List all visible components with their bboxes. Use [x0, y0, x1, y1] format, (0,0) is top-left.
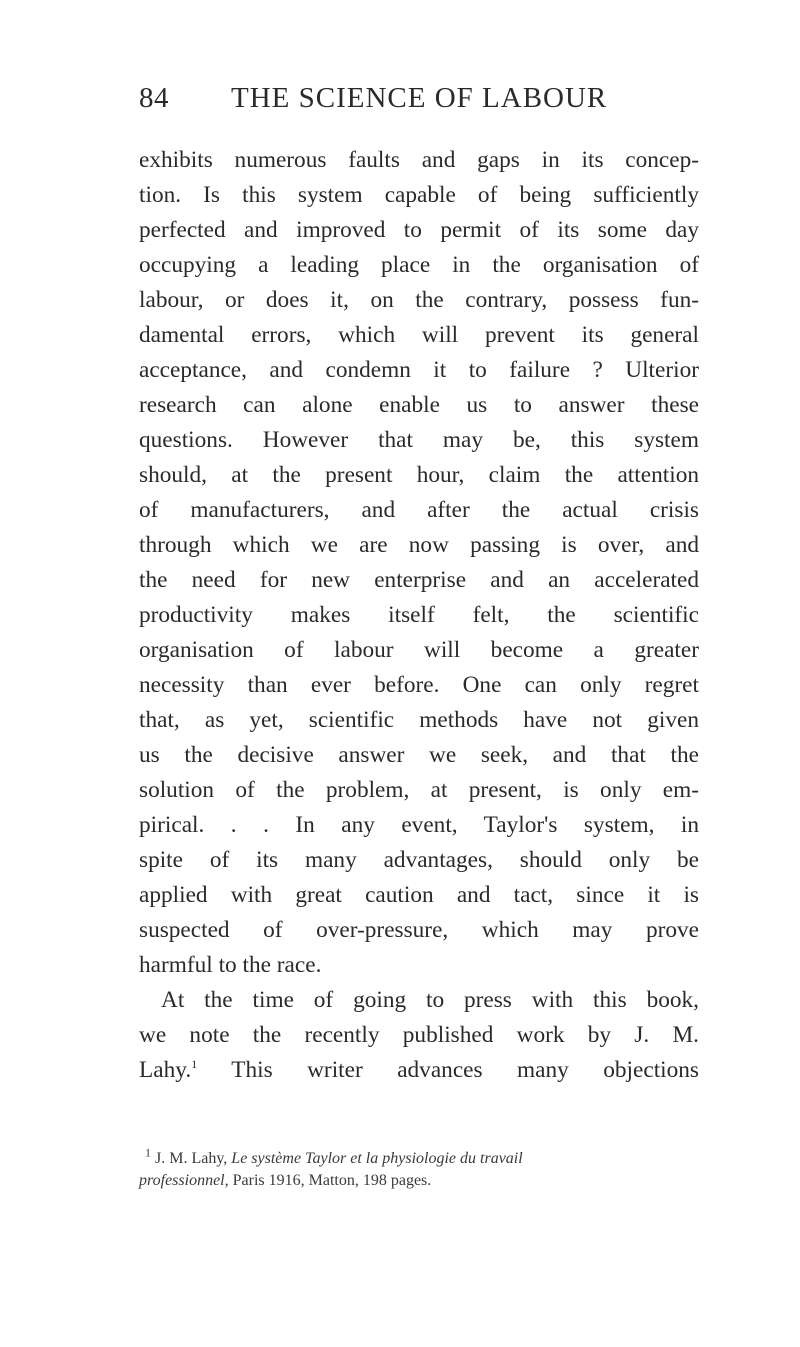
text-line: acceptance, and condemn it to failure ? Ulterior	[139, 357, 699, 383]
text-line: At the time of going to press with this book,	[161, 987, 699, 1013]
text-line: necessity than ever before. One can only regret	[139, 672, 699, 698]
text-line: should, at the present hour, claim the attention	[139, 462, 699, 488]
text-line: labour, or does it, on the contrary, possess fun-	[139, 287, 699, 313]
footnote-publication: Paris 1916, Matton, 198 pages.	[232, 1172, 432, 1189]
text-line: questions. However that may be, this system	[139, 427, 699, 453]
text-line: spite of its many advantages, should only be	[139, 847, 699, 873]
text-line: tion. Is this system capable of being sufficiently	[139, 182, 699, 208]
footnote-title-continued: professionnel,	[139, 1172, 229, 1189]
text-line: damental errors, which will prevent its general	[139, 322, 699, 348]
footnote	[139, 1145, 699, 1192]
footnote-title: Le système Taylor et la physiologie du travail	[231, 1150, 523, 1167]
text-line: we note the recently published work by J. M.	[139, 1022, 699, 1048]
text-line: harmful to the race.	[139, 952, 322, 978]
running-title: THE SCIENCE OF LABOUR	[231, 82, 608, 114]
text-line: organisation of labour will become a greater	[139, 637, 699, 663]
footnote-author: J. M. Lahy,	[155, 1150, 228, 1167]
text-line-with-footnote	[139, 1053, 699, 1088]
text-line: suspected of over-pressure, which may prove	[139, 917, 699, 943]
footnote-line	[139, 1170, 699, 1192]
text-line: research can alone enable us to answer these	[139, 392, 699, 418]
text-line: perfected and improved to permit of its some day	[139, 217, 699, 243]
text-line: pirical. . . In any event, Taylor's system, in	[139, 812, 699, 838]
text-line: that, as yet, scientific methods have not given	[139, 707, 699, 733]
page-header	[139, 82, 699, 122]
body-text	[139, 143, 699, 1088]
text-line: the need for new enterprise and an accelerated	[139, 567, 699, 593]
footnote-marker: 1	[145, 1145, 151, 1160]
text-fragment: This writer advances many objections	[231, 1057, 700, 1083]
text-line: applied with great caution and tact, since it is	[139, 882, 699, 908]
text-line: of manufacturers, and after the actual crisis	[139, 497, 699, 523]
text-line: occupying a leading place in the organisation of	[139, 252, 699, 278]
text-line: exhibits numerous faults and gaps in its concep-	[139, 147, 699, 173]
footnote-reference[interactable]: 1	[191, 1057, 198, 1072]
page-number: 84	[139, 82, 169, 114]
text-line: productivity makes itself felt, the scientific	[139, 602, 699, 628]
footnote-line	[139, 1145, 699, 1170]
text-line: through which we are now passing is over, and	[139, 532, 699, 558]
text-fragment: Lahy.	[139, 1057, 192, 1083]
text-line: solution of the problem, at present, is only em-	[139, 777, 699, 803]
text-line: us the decisive answer we seek, and that the	[139, 742, 699, 768]
